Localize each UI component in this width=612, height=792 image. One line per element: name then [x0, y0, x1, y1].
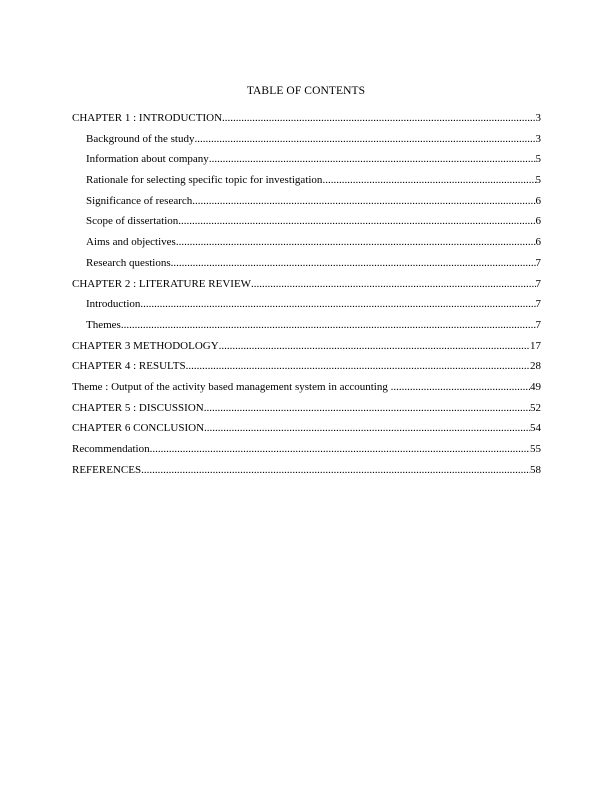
- toc-entry[interactable]: [72, 173, 541, 194]
- toc-entry-page: 52: [530, 401, 541, 414]
- toc-leader-dots: [192, 194, 535, 208]
- toc-leader-dots: [178, 214, 535, 228]
- toc-entry-label: Scope of dissertation: [86, 215, 179, 228]
- toc-entry[interactable]: [72, 277, 541, 298]
- toc-leader-dots: [219, 339, 530, 353]
- toc-leader-dots: [194, 132, 535, 146]
- toc-leader-dots: [186, 359, 530, 373]
- toc-entry-page: 55: [530, 443, 541, 455]
- toc-entry-label: REFERENCES: [72, 463, 142, 476]
- toc-entry[interactable]: [72, 463, 541, 484]
- toc-entry-label: CHAPTER 6 CONCLUSION: [72, 422, 205, 435]
- toc-entry[interactable]: [72, 214, 541, 235]
- toc-entry-label: Theme : Output of the activity based management system in accounting .: [72, 380, 394, 393]
- toc-entry[interactable]: [72, 235, 541, 256]
- toc-entry[interactable]: [72, 132, 541, 153]
- toc-leader-dots: [176, 235, 536, 249]
- toc-entry-page: 7: [535, 298, 541, 311]
- toc-entry-label: CHAPTER 4 : RESULTS: [72, 360, 186, 373]
- toc-entry-page: 3: [535, 132, 541, 145]
- toc-entry-label: CHAPTER 5 : DISCUSSION: [72, 401, 204, 414]
- toc-leader-dots: [204, 421, 530, 435]
- toc-entry-label: Information about company: [86, 153, 209, 166]
- toc-entry-page: 17: [530, 339, 541, 352]
- toc-entry-label: CHAPTER 3 METHODOLOGY: [72, 339, 219, 352]
- toc-leader-dots: [209, 152, 536, 166]
- toc-leader-dots: [251, 277, 535, 291]
- toc-entry-page: 7: [535, 277, 541, 290]
- toc-entry[interactable]: [72, 380, 541, 401]
- toc-entry[interactable]: [72, 359, 541, 380]
- toc-entry-label: Significance of research: [86, 194, 193, 207]
- toc-entry-page: 7: [535, 318, 541, 331]
- toc-entry[interactable]: [72, 256, 541, 277]
- toc-leader-dots: [150, 442, 530, 456]
- toc-entry[interactable]: [72, 339, 541, 360]
- toc-entry-page: 3: [535, 112, 541, 124]
- toc-entry-page: 6: [535, 215, 541, 228]
- toc-leader-dots: [204, 401, 530, 415]
- toc-entry-page: 54: [530, 422, 541, 435]
- toc-entry-label: Aims and objectives: [86, 236, 176, 249]
- toc-entry[interactable]: [72, 297, 541, 318]
- table-of-contents: [72, 111, 541, 483]
- toc-entry[interactable]: [72, 111, 541, 132]
- toc-entry-label: Themes: [86, 318, 121, 331]
- toc-entry[interactable]: [72, 421, 541, 442]
- toc-entry-label: CHAPTER 2 : LITERATURE REVIEW: [72, 277, 252, 290]
- toc-leader-dots: [393, 380, 530, 394]
- toc-leader-dots: [322, 173, 535, 187]
- toc-entry-page: 6: [535, 236, 541, 249]
- toc-entry-label: Rationale for selecting specific topic for investigation: [86, 174, 323, 187]
- toc-entry[interactable]: [72, 194, 541, 215]
- toc-leader-dots: [140, 297, 535, 311]
- toc-entry-page: 7: [535, 256, 541, 269]
- toc-entry-page: 58: [530, 463, 541, 476]
- toc-entry-page: 5: [535, 174, 541, 187]
- toc-leader-dots: [222, 111, 535, 125]
- toc-entry-label: CHAPTER 1 : INTRODUCTION: [72, 112, 223, 124]
- toc-entry-page: 28: [530, 360, 541, 373]
- toc-entry[interactable]: [72, 401, 541, 422]
- toc-leader-dots: [121, 318, 536, 332]
- toc-entry-page: 49: [530, 380, 541, 393]
- toc-entry-page: 5: [535, 153, 541, 166]
- toc-entry[interactable]: [72, 318, 541, 339]
- toc-entry-label: Recommendation: [72, 443, 150, 455]
- toc-leader-dots: [171, 256, 536, 270]
- toc-entry[interactable]: [72, 152, 541, 173]
- toc-entry-label: Introduction: [86, 298, 141, 311]
- toc-entry-label: Research questions: [86, 256, 171, 269]
- toc-entry-label: Background of the study: [86, 132, 195, 145]
- toc-leader-dots: [141, 463, 530, 477]
- toc-title: TABLE OF CONTENTS: [246, 85, 366, 97]
- toc-entry[interactable]: [72, 442, 541, 463]
- toc-entry-page: 6: [535, 194, 541, 207]
